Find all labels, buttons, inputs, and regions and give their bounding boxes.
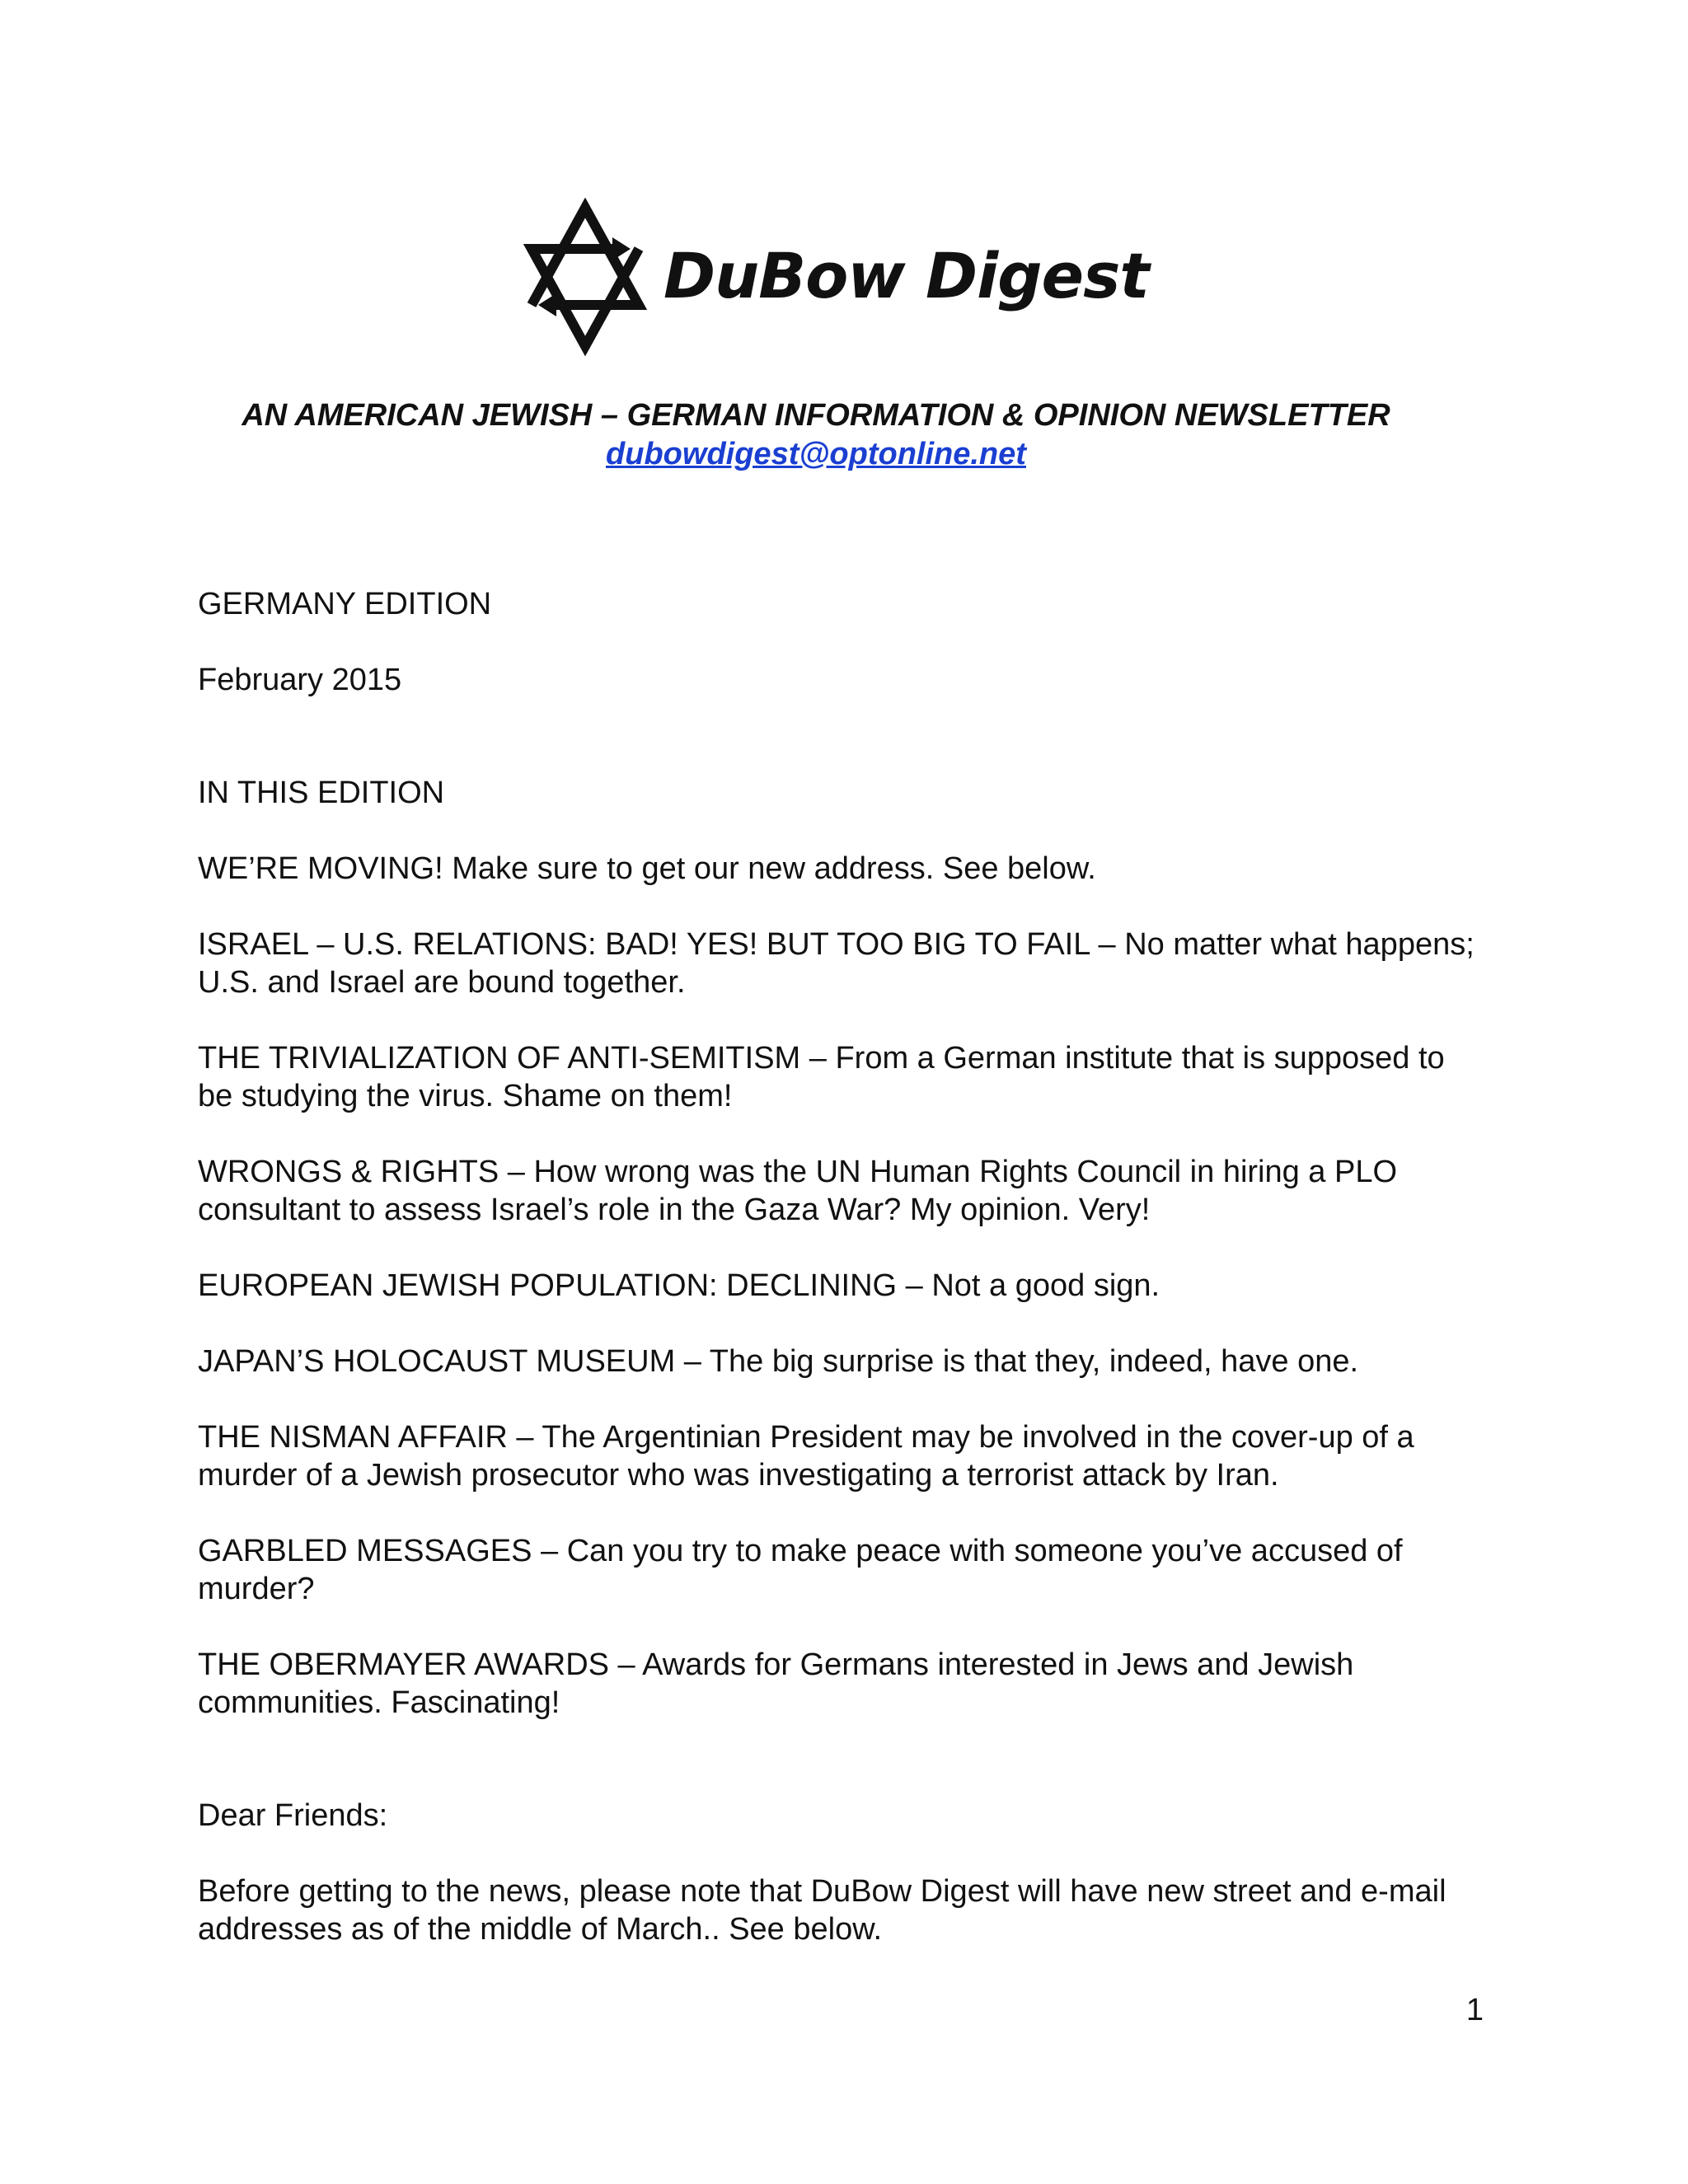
contents-item: THE OBERMAYER AWARDS – Awards for Germans interested in Jews and Jewish communities. Fascinating! bbox=[198, 1647, 1354, 1720]
edition-date: February 2015 bbox=[198, 663, 402, 697]
contents-item: GARBLED MESSAGES – Can you try to make peace with someone you’ve accused of murder? bbox=[198, 1534, 1403, 1606]
newsletter-tagline: AN AMERICAN JEWISH – GERMAN INFORMATION & OPINION NEWSLETTER bbox=[241, 398, 1390, 433]
contents-item: WE’RE MOVING! Make sure to get our new address. See below. bbox=[198, 851, 1096, 886]
intro-paragraph: Before getting to the news, please note that DuBow Digest will have new street and e-mail addresses as of the middle of March.. See below. bbox=[198, 1874, 1447, 1947]
logo-wordmark: DuBow Digest bbox=[663, 239, 1149, 312]
contents-item: JAPAN’S HOLOCAUST MUSEUM – The big surprise is that they, indeed, have one. bbox=[198, 1344, 1359, 1379]
contents-item: THE TRIVIALIZATION OF ANTI-SEMITISM – From a German institute that is supposed to be studying the virus. Shame on them! bbox=[198, 1041, 1445, 1113]
page-number: 1 bbox=[1465, 1993, 1484, 2027]
contents-item: EUROPEAN JEWISH POPULATION: DECLINING – Not a good sign. bbox=[198, 1268, 1160, 1303]
contact-email-link[interactable]: dubowdigest@optonline.net bbox=[606, 437, 1026, 471]
contents-heading: IN THIS EDITION bbox=[198, 776, 445, 810]
star-of-david-icon bbox=[515, 198, 655, 363]
edition-name: GERMANY EDITION bbox=[198, 587, 492, 621]
contents-item: THE NISMAN AFFAIR – The Argentinian President may be involved in the cover-up of a murder of a Jewish prosecutor who was investigating a terrorist attack by Iran. bbox=[198, 1420, 1414, 1493]
contents-item: WRONGS & RIGHTS – How wrong was the UN Human Rights Council in hiring a PLO consultant to assess Israel’s role in the Gaza War? My opinion. Very! bbox=[198, 1155, 1398, 1227]
dubow-digest-logo bbox=[515, 198, 1149, 363]
contents-item: ISRAEL – U.S. RELATIONS: BAD! YES! BUT TOO BIG TO FAIL – No matter what happens; U.S. and Israel are bound together. bbox=[198, 927, 1475, 1000]
greeting: Dear Friends: bbox=[198, 1798, 388, 1833]
